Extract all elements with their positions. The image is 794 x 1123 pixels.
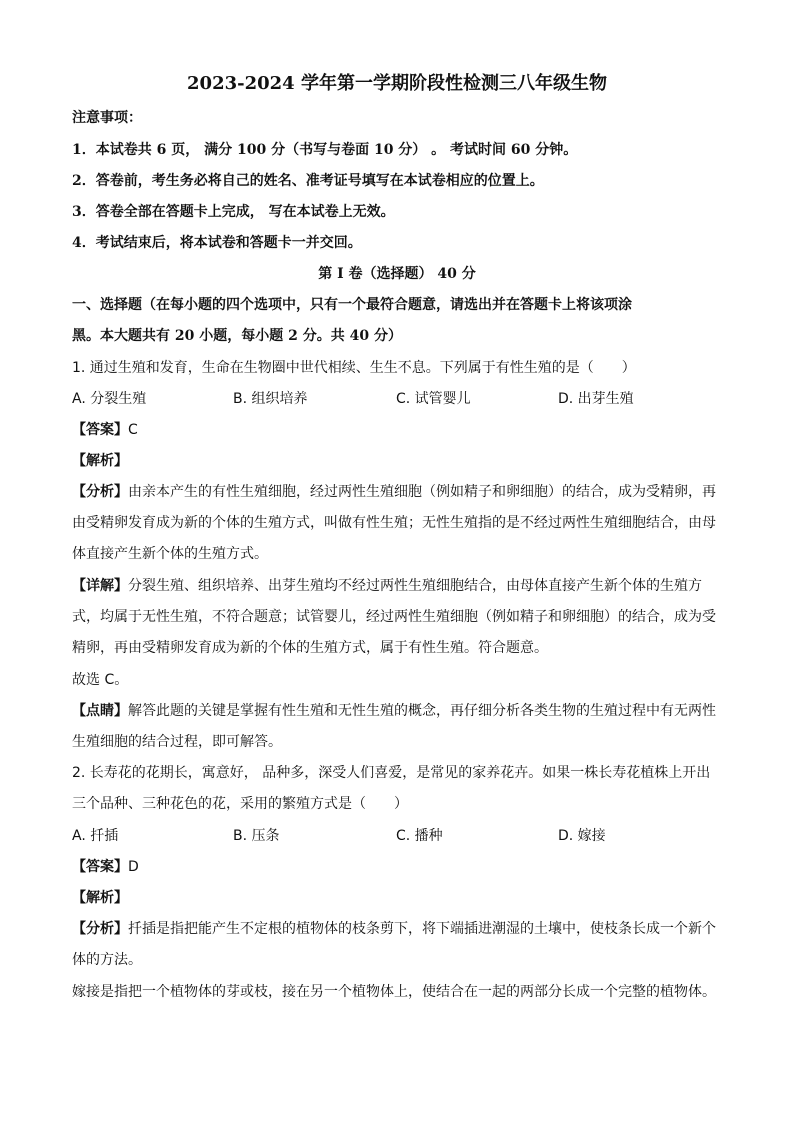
fenxi-text: 扦插是指把能产生不定根的植物体的枝条剪下，将下端插进潮湿的土壤中，使枝条长成一个新个: [128, 921, 716, 937]
answer-line: [72, 857, 722, 877]
note-item: 4．考试结束后，将本试卷和答题卡一并交回。: [72, 235, 362, 251]
question-stem: 1. 通过生殖和发育，生命在生物圈中世代相续、生生不息。下列属于有性生殖的是（ ）: [72, 360, 636, 376]
option-b: B. 组织培养: [233, 391, 308, 407]
note-item: 2．答卷前，考生务必将自己的姓名、准考证号填写在本试卷相应的位置上。: [72, 173, 544, 189]
xiangjie-line: [72, 576, 722, 596]
dianjing-text: 生殖细胞的结合过程，即可解答。: [72, 734, 282, 750]
extra-text: 嫁接是指把一个植物体的芽或枝，接在另一个植物体上，使结合在一起的两部分长成一个完整的植物体。: [72, 984, 716, 1000]
analysis-tag: 【解析】: [72, 453, 128, 469]
option-d: D. 出芽生殖: [558, 391, 634, 407]
notes-heading: 注意事项：: [72, 110, 142, 126]
answer-tag: 【答案】: [72, 859, 128, 875]
part-heading: 一、选择题（在每小题的四个选项中，只有一个最符合题意，请选出并在答题卡上将该项涂: [72, 297, 632, 313]
xiangjie-tag: 【详解】: [72, 578, 128, 594]
answer-value: C: [128, 422, 138, 438]
note-item: 3．答卷全部在答题卡上完成， 写在本试卷上无效。: [72, 204, 395, 220]
fenxi-text: 由亲本产生的有性生殖细胞，经过两性生殖细胞（例如精子和卵细胞）的结合，成为受精卵，再: [128, 484, 716, 500]
dianjing-tag: 【点睛】: [72, 703, 128, 719]
fenxi-text: 体直接产生新个体的生殖方式。: [72, 546, 268, 562]
option-d: D. 嫁接: [558, 828, 606, 844]
fenxi-tag: 【分析】: [72, 484, 128, 500]
question-stem: 2. 长寿花的花期长，寓意好， 品种多，深受人们喜爱，是常见的家养花卉。如果一株长寿花植株上开出: [72, 765, 711, 781]
fenxi-tag: 【分析】: [72, 921, 128, 937]
option-a: A. 分裂生殖: [72, 391, 147, 407]
answer-value: D: [128, 859, 139, 875]
answer-line: [72, 420, 722, 440]
fenxi-text: 体的方法。: [72, 952, 142, 968]
note-item: 1．本试卷共 6 页， 满分 100 分（书写与卷面 10 分） 。 考试时间 60 分钟。: [72, 142, 578, 158]
dianjing-line: [72, 701, 722, 721]
dianjing-text: 解答此题的关键是掌握有性生殖和无性生殖的概念，再仔细分析各类生物的生殖过程中有无两性: [128, 703, 716, 719]
section-title: 第 Ⅰ 卷（选择题） 40 分: [318, 266, 476, 282]
fenxi-line: [72, 919, 722, 939]
xiangjie-text: 式，均属于无性生殖，不符合题意；试管婴儿，经过两性生殖细胞（例如精子和卵细胞）的结合，成为受: [72, 609, 716, 625]
document-title: 2023-2024 学年第一学期阶段性检测三八年级生物: [187, 73, 607, 94]
answer-tag: 【答案】: [72, 422, 128, 438]
option-c: C. 播种: [396, 828, 443, 844]
xiangjie-text: 分裂生殖、组织培养、出芽生殖均不经过两性生殖细胞结合，由母体直接产生新个体的生殖方: [128, 578, 702, 594]
choose-line: 故选 C。: [72, 672, 129, 688]
option-b: B. 压条: [233, 828, 280, 844]
fenxi-text: 由受精卵发育成为新的个体的生殖方式，叫做有性生殖；无性生殖指的是不经过两性生殖细胞结合，由母: [72, 515, 716, 531]
fenxi-line: [72, 482, 722, 502]
analysis-tag: 【解析】: [72, 890, 128, 906]
xiangjie-text: 精卵，再由受精卵发育成为新的个体的生殖方式，属于有性生殖。符合题意。: [72, 640, 548, 656]
option-a: A. 扦插: [72, 828, 119, 844]
option-c: C. 试管婴儿: [396, 391, 471, 407]
part-heading: 黑。本大题共有 20 小题，每小题 2 分。共 40 分）: [72, 328, 402, 344]
question-stem: 三个品种、三种花色的花，采用的繁殖方式是（ ）: [72, 796, 408, 812]
